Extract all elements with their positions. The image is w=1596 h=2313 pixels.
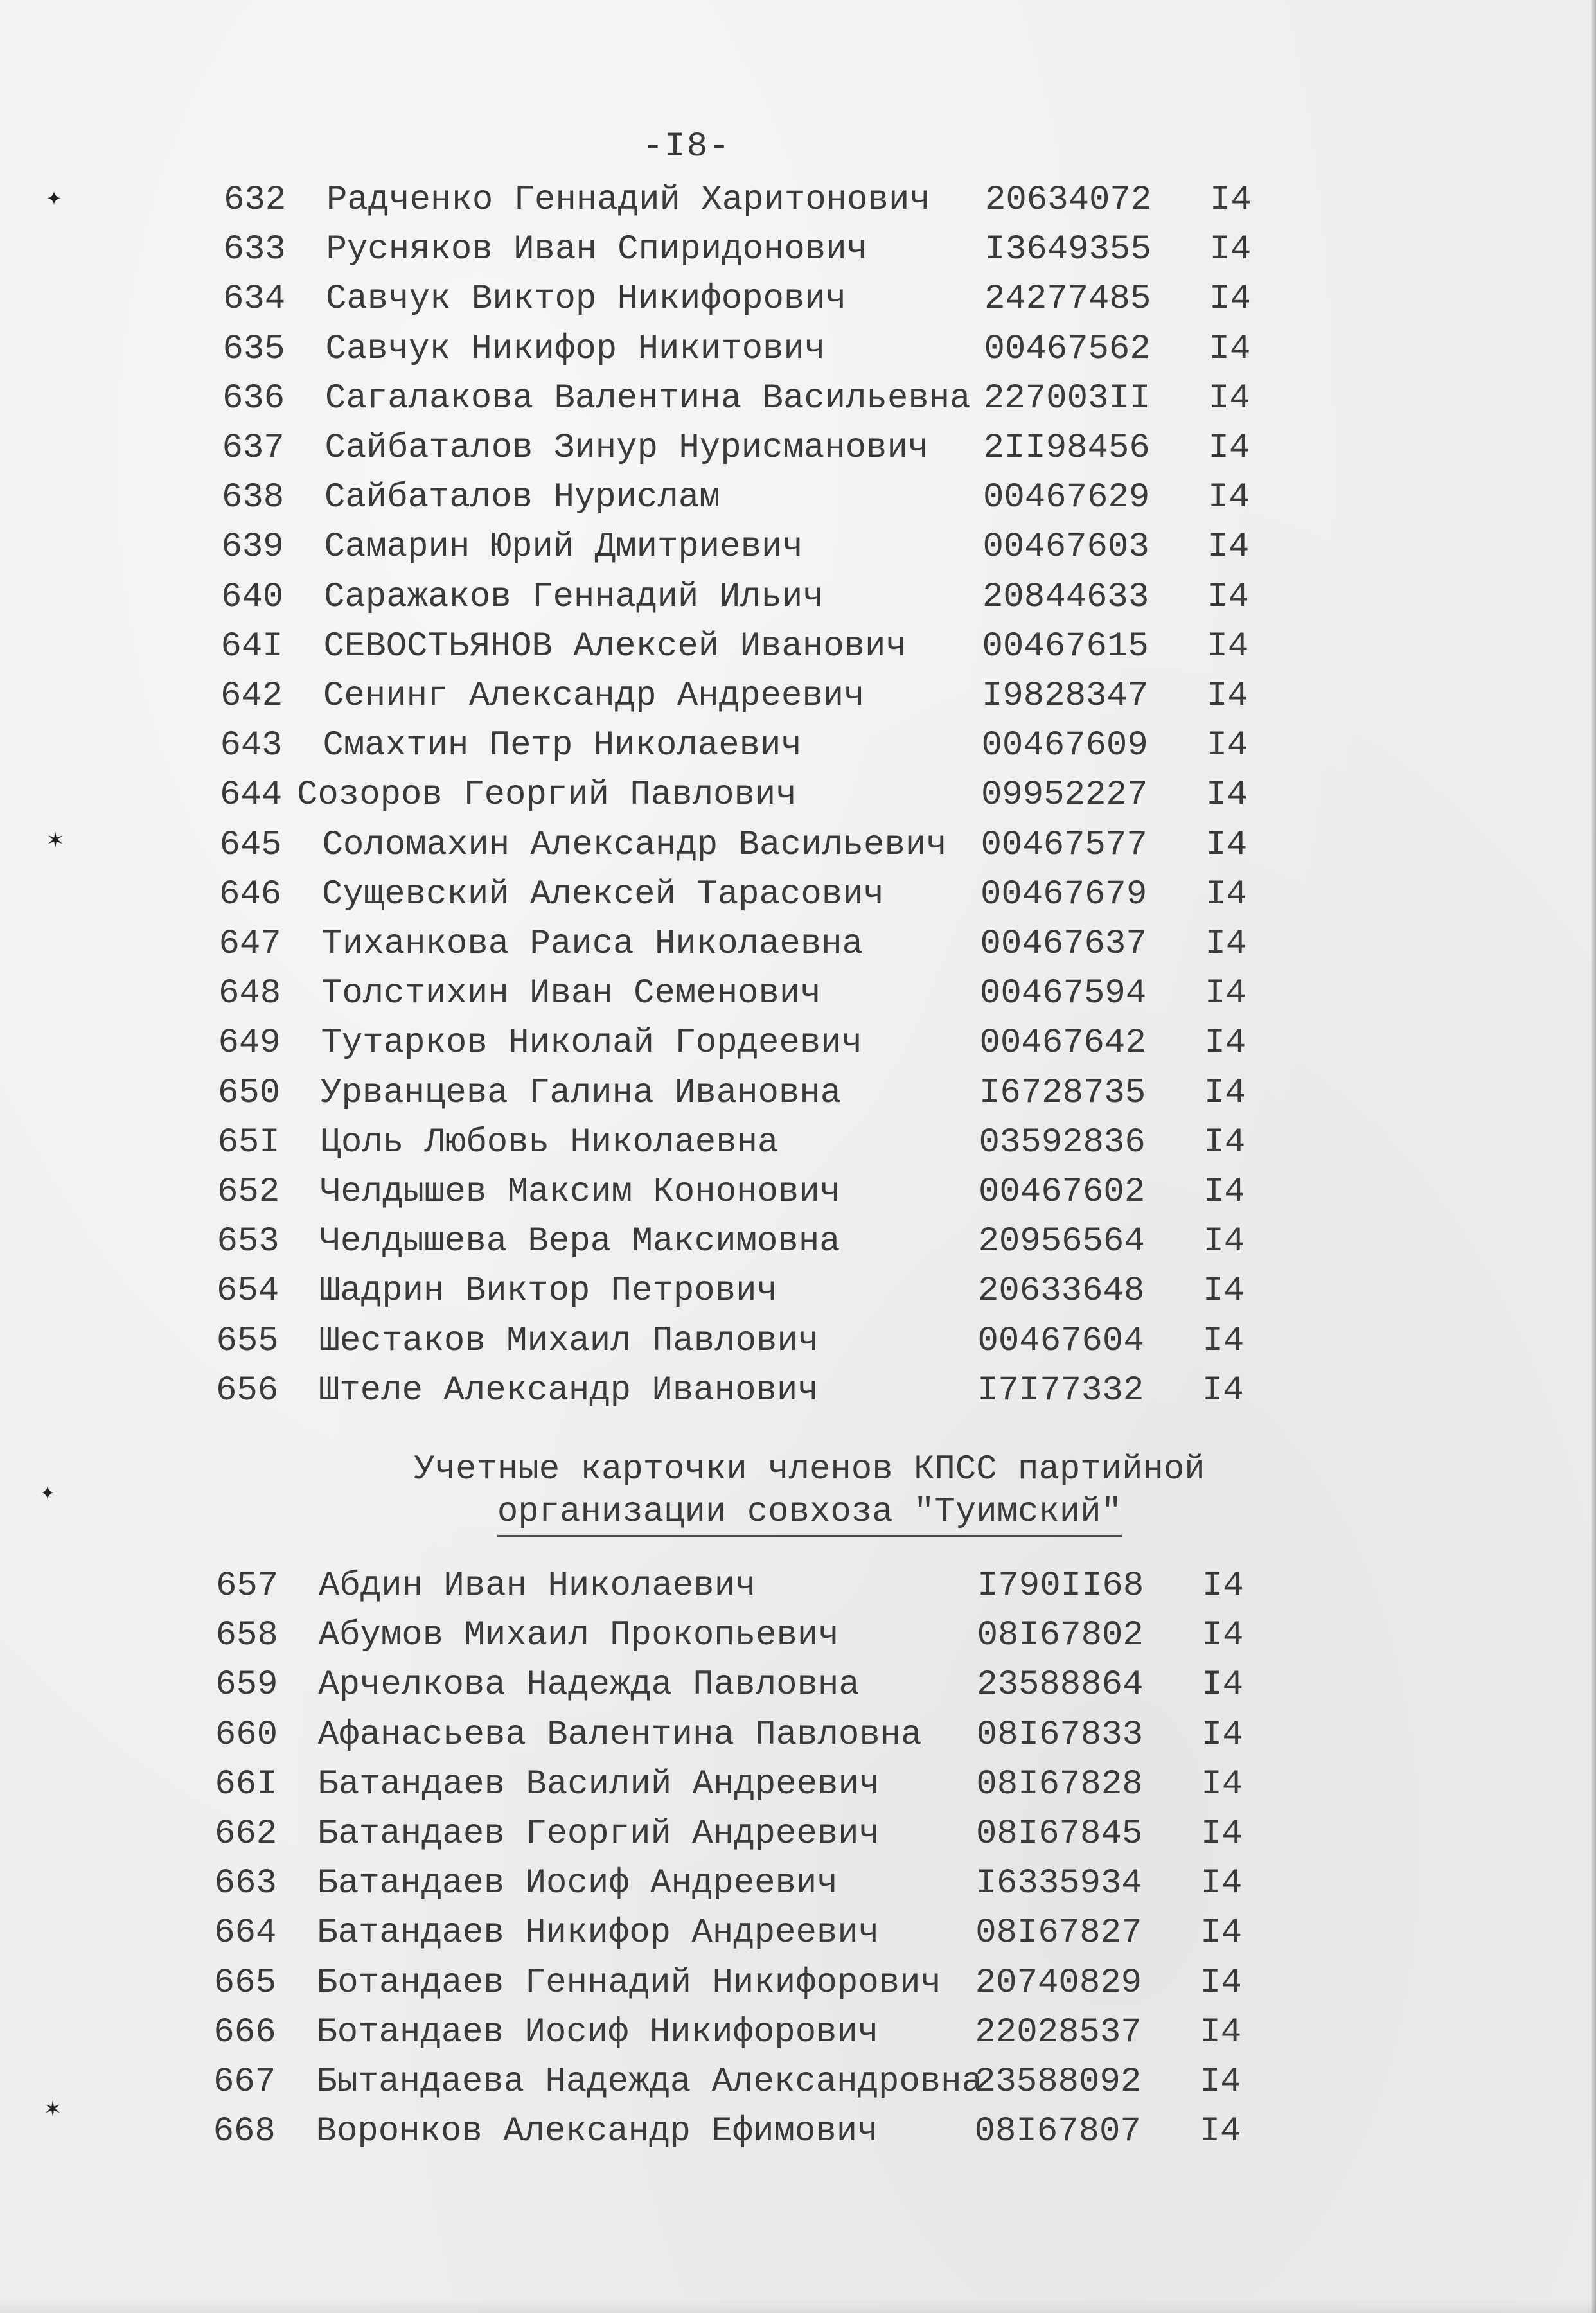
entry-number: 66I: [215, 1764, 278, 1804]
member-name: Абумов Михаил Прокопьевич: [318, 1616, 839, 1656]
table-row: [218, 1120, 1310, 1166]
table-row: [214, 1960, 1306, 2007]
table-row: [220, 723, 1313, 769]
entry-code: I4: [1209, 329, 1251, 369]
table-row: [213, 2109, 1306, 2155]
card-number: 00467679: [980, 874, 1148, 914]
entry-number: 64I: [220, 626, 283, 666]
table-row: [215, 1861, 1307, 1907]
page-edge-shadow: [1591, 0, 1596, 2313]
entry-code: I4: [1200, 2012, 1242, 2052]
table-row: [217, 1169, 1309, 1216]
entry-code: I4: [1207, 677, 1248, 716]
card-number: 24277485: [984, 279, 1151, 319]
member-name: Сайбаталов Нурислам: [324, 478, 720, 518]
card-number: I7I77332: [977, 1370, 1144, 1410]
binding-hole-mark: ✦: [40, 1479, 56, 1508]
entry-number: 635: [222, 329, 285, 369]
member-name: Смахтин Петр Николаевич: [323, 726, 802, 766]
entry-code: I4: [1203, 1122, 1246, 1162]
card-number: 00467594: [980, 974, 1147, 1014]
entry-number: 659: [215, 1665, 278, 1705]
member-name: Ботандаев Иосиф Никифорович: [316, 2012, 879, 2052]
table-row: [215, 1811, 1307, 1857]
table-row: [224, 177, 1316, 224]
card-number: 20633648: [978, 1272, 1145, 1311]
table-row: [217, 1219, 1309, 1265]
entry-number: 643: [220, 726, 283, 766]
entry-number: 639: [221, 527, 284, 567]
table-row: [216, 1613, 1308, 1659]
entry-code: I4: [1201, 1764, 1243, 1804]
entry-code: I4: [1200, 2062, 1241, 2102]
table-row: [222, 425, 1315, 472]
table-row: [222, 524, 1314, 571]
entry-code: I4: [1200, 1963, 1242, 2003]
member-name: Шадрин Виктор Петрович: [319, 1272, 777, 1311]
card-number: 00467609: [981, 726, 1148, 766]
entry-number: 658: [215, 1616, 278, 1656]
member-name: Тиханкова Раиса Николаевна: [321, 925, 864, 964]
member-name: Челдышева Вера Максимовна: [319, 1222, 840, 1262]
entry-code: I4: [1201, 1715, 1243, 1755]
member-name: Батандаев Георгий Андреевич: [317, 1814, 880, 1854]
table-row: [213, 2059, 1306, 2105]
entry-code: I4: [1203, 1173, 1245, 1212]
member-name: Воронков Александр Ефимович: [315, 2112, 878, 2152]
section-heading-line1: Учетные карточки членов КПСС партийной: [414, 1450, 1205, 1489]
entry-code: I4: [1209, 230, 1252, 270]
entry-code: I4: [1202, 1566, 1244, 1606]
entry-number: 648: [218, 974, 281, 1014]
card-number: 00467562: [984, 329, 1151, 369]
section-heading: [360, 1449, 1259, 1537]
table-row: [221, 624, 1313, 670]
entry-number: 634: [223, 279, 286, 319]
member-name: Сенинг Александр Андреевич: [323, 677, 865, 716]
member-name: Батандаев Никифор Андреевич: [317, 1913, 880, 1953]
entry-code: I4: [1202, 1321, 1245, 1361]
entry-code: I4: [1202, 1370, 1244, 1410]
entry-number: 663: [214, 1864, 277, 1904]
card-number: 00467603: [982, 527, 1149, 567]
table-row: [218, 971, 1311, 1017]
table-row: [220, 673, 1313, 720]
binding-hole-mark: ✶: [45, 2096, 61, 2125]
entry-number: 637: [222, 429, 285, 468]
card-number: I6728735: [979, 1073, 1146, 1113]
entry-number: 638: [222, 478, 285, 518]
entry-number: 667: [213, 2062, 276, 2102]
member-name: Абдин Иван Николаевич: [319, 1566, 756, 1606]
entry-code: I4: [1200, 1864, 1243, 1904]
table-row: [213, 2010, 1306, 2056]
entry-code: I4: [1207, 527, 1250, 567]
entry-code: I4: [1210, 181, 1252, 220]
table-row: [220, 772, 1312, 819]
card-number: 08I67827: [975, 1913, 1142, 1953]
section-heading-line2: организации совхоза "Туимский": [497, 1491, 1122, 1537]
table-row: [223, 326, 1315, 373]
table-row: [221, 574, 1313, 621]
table-row: [220, 822, 1312, 869]
entry-number: 633: [223, 230, 286, 270]
member-name: Саражаков Геннадий Ильич: [324, 577, 824, 617]
card-number: 20844633: [982, 577, 1149, 617]
entry-number: 662: [215, 1814, 278, 1854]
card-number: I3649355: [984, 230, 1151, 270]
card-number: 20740829: [975, 1963, 1142, 2003]
member-name: Афанасьева Валентина Павловна: [317, 1715, 922, 1755]
entry-number: 645: [219, 825, 282, 865]
card-number: 00467577: [980, 825, 1148, 865]
card-number: 227003II: [984, 378, 1151, 418]
binding-hole-mark: ✦: [46, 184, 62, 213]
entry-code: I4: [1208, 478, 1250, 518]
member-name: Арчелкова Надежда Павловна: [318, 1665, 860, 1705]
card-number: 00467642: [979, 1024, 1146, 1063]
table-row: [219, 872, 1311, 918]
member-name: Челдышев Максим Кононович: [320, 1173, 841, 1212]
card-number: 20956564: [978, 1222, 1145, 1262]
card-number: 08I67833: [976, 1715, 1144, 1755]
member-name: Савчук Никифор Никитович: [325, 329, 826, 369]
card-number: 2II98456: [983, 429, 1150, 468]
entry-number: 668: [213, 2112, 276, 2152]
table-row: [217, 1318, 1309, 1365]
entry-code: I4: [1205, 874, 1247, 914]
table-row: [219, 921, 1311, 968]
entry-code: I4: [1209, 279, 1251, 319]
member-name: Савчук Виктор Никифорович: [326, 279, 847, 319]
card-number: 08I67807: [974, 2112, 1141, 2152]
page-bottom-shadow: [0, 2299, 1596, 2313]
member-name: Сущевский Алексей Тарасович: [322, 874, 884, 914]
entry-number: 653: [217, 1222, 279, 1262]
card-number: 23588864: [977, 1665, 1144, 1705]
card-number: 00467629: [983, 478, 1150, 518]
binding-hole-mark: ✶: [48, 827, 64, 856]
table-row: [216, 1368, 1308, 1414]
table-row: [224, 227, 1316, 273]
member-name: Шестаков Михаил Павлович: [319, 1321, 819, 1361]
member-name: Штеле Александр Иванович: [319, 1370, 819, 1410]
entry-number: 647: [218, 925, 281, 964]
table-row: [223, 276, 1315, 323]
entry-code: I4: [1203, 1222, 1245, 1262]
page-number: -I8-: [643, 127, 731, 166]
entry-code: I4: [1205, 974, 1246, 1014]
member-name: Цоль Любовь Николаевна: [320, 1122, 779, 1162]
member-name: Созоров Георгий Павлович: [297, 775, 797, 815]
entry-code: I4: [1201, 1616, 1244, 1656]
member-name: СЕВОСТЬЯНОВ Алексей Иванович: [323, 626, 907, 666]
card-number: 08I67802: [977, 1616, 1144, 1656]
card-number: I790II68: [977, 1566, 1144, 1606]
card-number: 09952227: [981, 775, 1148, 815]
card-number: 08I67828: [976, 1764, 1143, 1804]
entry-number: 649: [218, 1024, 281, 1063]
entry-code: I4: [1199, 2112, 1241, 2152]
table-row: [215, 1662, 1308, 1708]
card-number: I9828347: [982, 677, 1149, 716]
card-number: 22028537: [975, 2012, 1142, 2052]
member-name: Радченко Геннадий Харитонович: [326, 181, 930, 220]
member-name: Ботандаев Геннадий Никифорович: [316, 1963, 941, 2003]
member-name: Сайбаталов Зинур Нурисманович: [324, 429, 929, 468]
entry-number: 660: [215, 1715, 278, 1755]
entry-number: 652: [217, 1173, 280, 1212]
entry-number: 632: [224, 181, 287, 220]
entry-code: I4: [1205, 925, 1247, 964]
card-number: 20634072: [985, 181, 1152, 220]
member-name: Бытандаева Надежда Александровна: [316, 2062, 982, 2102]
entry-number: 65I: [217, 1122, 280, 1162]
entry-code: I4: [1209, 378, 1250, 418]
entry-number: 642: [220, 677, 283, 716]
table-row: [222, 475, 1314, 521]
entry-code: I4: [1204, 1073, 1246, 1113]
member-name: Самарин Юрий Дмитриевич: [324, 527, 803, 567]
card-number: 00467602: [979, 1173, 1146, 1212]
member-name: Тутарков Николай Гордеевич: [321, 1024, 863, 1063]
member-name: Батандаев Василий Андреевич: [317, 1764, 880, 1804]
entry-number: 654: [217, 1272, 279, 1311]
entry-number: 646: [219, 874, 282, 914]
member-name: Батандаев Иосиф Андреевич: [317, 1864, 838, 1904]
entry-code: I4: [1208, 429, 1250, 468]
entry-code: I4: [1201, 1665, 1243, 1705]
card-number: I6335934: [975, 1864, 1142, 1904]
entry-code: I4: [1203, 1272, 1245, 1311]
table-row: [215, 1712, 1308, 1759]
card-number: 00467637: [980, 925, 1147, 964]
card-number: 00467604: [977, 1321, 1144, 1361]
member-name: Сагалакова Валентина Васильевна: [325, 378, 971, 418]
entry-code: I4: [1207, 626, 1249, 666]
table-row: [218, 1020, 1311, 1067]
entry-number: 657: [216, 1566, 279, 1606]
member-name: Урванцева Галина Ивановна: [321, 1073, 842, 1113]
entry-code: I4: [1201, 1814, 1243, 1854]
card-number: 03592836: [979, 1122, 1146, 1162]
table-row: [218, 1070, 1310, 1117]
entry-number: 636: [222, 378, 285, 418]
entry-code: I4: [1205, 825, 1248, 865]
entry-code: I4: [1206, 775, 1248, 815]
table-row: [215, 1762, 1307, 1808]
entry-number: 666: [213, 2012, 276, 2052]
entry-number: 665: [213, 1963, 277, 2003]
entry-number: 650: [218, 1073, 281, 1113]
entry-number: 644: [220, 775, 283, 815]
entry-code: I4: [1200, 1913, 1242, 1953]
entry-code: I4: [1206, 726, 1248, 766]
entry-number: 655: [216, 1321, 279, 1361]
member-name: Толстихин Иван Семенович: [321, 974, 821, 1014]
card-number: 23588092: [975, 2062, 1142, 2102]
member-name: Соломахин Александр Васильевич: [322, 825, 947, 865]
member-name: Русняков Иван Спиридонович: [326, 230, 868, 270]
entry-number: 656: [216, 1370, 279, 1410]
table-row: [222, 376, 1315, 422]
card-number: 00467615: [982, 626, 1149, 666]
entry-number: 664: [214, 1913, 277, 1953]
card-number: 08I67845: [976, 1814, 1143, 1854]
table-row: [216, 1563, 1308, 1609]
entry-number: 640: [221, 577, 284, 617]
table-row: [217, 1268, 1309, 1315]
entry-code: I4: [1207, 577, 1249, 617]
table-row: [214, 1910, 1306, 1956]
entry-code: I4: [1204, 1024, 1246, 1063]
